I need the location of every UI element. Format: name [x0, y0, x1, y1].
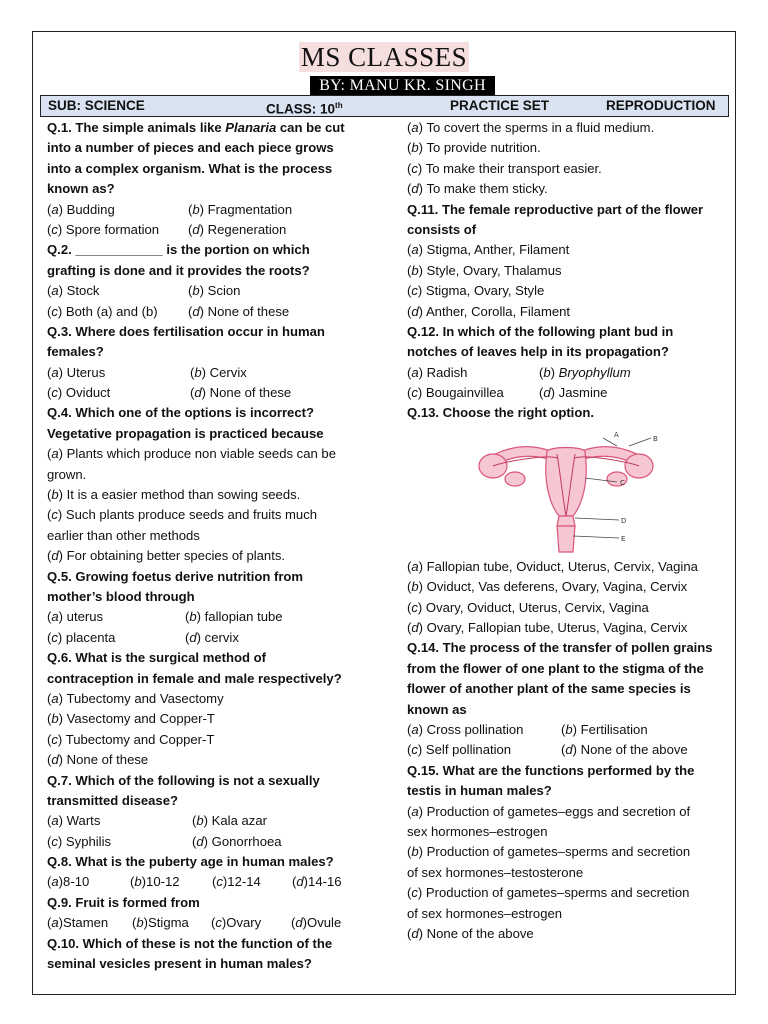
question-1-line: into a number of pieces and each piece grows	[47, 140, 334, 156]
label-b: B	[653, 434, 658, 443]
left-column	[47, 118, 362, 974]
question-9: Q.9. Fruit is formed from	[47, 894, 200, 910]
option-row: (a) Stamen (b) Stigma (c) Ovary (d) Ovule	[47, 915, 342, 931]
question-7: Q.7. Which of the following is not a sexually	[47, 772, 320, 788]
option-row: (a) Radish (b) Bryophyllum	[407, 364, 631, 380]
vagina-shape	[557, 526, 575, 552]
author-byline: BY: MANU KR. SINGH	[310, 76, 495, 96]
question-5-line: mother’s blood through	[47, 588, 195, 604]
option-a: (a) To covert the sperms in a fluid medium.	[407, 120, 655, 135]
option-b: (b) Oviduct, Vas deferens, Ovary, Vagina, Cervix	[407, 579, 688, 595]
question-1-line: known as?	[47, 181, 115, 197]
female-reproductive-system-figure	[407, 424, 725, 557]
option-b: (b) It is a easier method than sowing seeds.	[47, 487, 301, 503]
option-c: (c) Stigma, Ovary, Style	[407, 283, 545, 299]
option-c: (c) Production of gametes–sperms and secretion	[407, 885, 690, 901]
option-row: (c) Bougainvillea (d) Jasmine	[407, 385, 608, 401]
question-6-line: contraception in female and male respectively?	[47, 670, 342, 686]
option-d: (d) None of these	[47, 752, 149, 768]
left-ovary-shape	[505, 472, 525, 486]
set-label: PRACTICE SET	[450, 98, 550, 113]
option-c-cont: of sex hormones–estrogen	[407, 905, 563, 921]
question-3: Q.3. Where does fertilisation occur in human	[47, 323, 325, 339]
option-b: (b) Style, Ovary, Thalamus	[407, 262, 562, 278]
option-row: (a) uterus (b) fallopian tube	[47, 609, 283, 625]
option-row: (c) placenta (d) cervix	[47, 629, 239, 645]
option-row: (a) Uterus (b) Cervix	[47, 364, 247, 380]
subject-bar	[40, 95, 729, 117]
question-8: Q.8. What is the puberty age in human males?	[47, 854, 334, 870]
question-10-line: seminal vesicles present in human males?	[47, 956, 312, 972]
option-a-cont: grown.	[47, 466, 87, 482]
uterus-diagram	[407, 424, 725, 557]
question-2: Q.2. ____________ is the portion on which	[47, 242, 310, 258]
question-5: Q.5. Growing foetus derive nutrition from	[47, 568, 304, 584]
question-1-line: into a complex organism. What is the process	[47, 160, 333, 176]
option-d: (d) None of the above	[407, 925, 534, 941]
question-14-line: known as	[407, 701, 467, 717]
option-a: (a) Stigma, Anther, Filament	[407, 242, 570, 258]
question-3-line: females?	[47, 344, 104, 360]
option-b: (b) To provide nutrition.	[407, 140, 541, 156]
question-6: Q.6. What is the surgical method of	[47, 650, 266, 666]
option-a-cont: sex hormones–estrogen	[407, 823, 548, 839]
option-a: (a) Plants which produce non viable seeds can be	[47, 446, 336, 462]
right-column	[407, 118, 725, 944]
option-a: (a) Fallopian tube, Oviduct, Uterus, Cervix, Vagina	[407, 558, 698, 574]
option-row: (c) Self pollination (d) None of the above	[407, 742, 688, 758]
option-c: (c) Ovary, Oviduct, Uterus, Cervix, Vagina	[407, 599, 649, 615]
question-14-line: flower of another plant of the same species is	[407, 681, 691, 697]
question-11: Q.11. The female reproductive part of the flower	[407, 201, 704, 217]
option-d: (d) Anther, Corolla, Filament	[407, 303, 571, 319]
label-c: C	[620, 478, 625, 487]
option-c: (c) To make their transport easier.	[407, 160, 602, 176]
question-15: Q.15. What are the functions performed by the	[407, 762, 695, 778]
option-d: (d) To make them sticky.	[407, 181, 548, 197]
question-2-line: grafting is done and it provides the roots?	[47, 262, 310, 278]
question-11-line: consists of	[407, 221, 477, 237]
option-a: (a) Production of gametes–eggs and secretion of	[407, 803, 691, 819]
question-15-line: testis in human males?	[407, 783, 552, 799]
option-b: (b) Vasectomy and Copper-T	[47, 711, 215, 727]
question-14-line: from the flower of one plant to the stigma of the	[407, 660, 704, 676]
option-row: (c) Oviduct (d) None of these	[47, 385, 292, 401]
option-row: (c) Both (a) and (b) (d) None of these	[47, 303, 290, 319]
option-b: (b) Production of gametes–sperms and secretion	[407, 844, 691, 860]
question-13: Q.13. Choose the right option.	[407, 405, 594, 421]
question-4: Q.4. Which one of the options is incorrect?	[47, 405, 314, 421]
question-7-line: transmitted disease?	[47, 792, 178, 808]
class-label: CLASS: 10th	[266, 101, 343, 117]
question-1: Q.1. The simple animals like Planaria can be cut	[47, 120, 345, 135]
option-row: (c) Spore formation (d) Regeneration	[47, 221, 287, 237]
cervix-shape	[557, 516, 575, 526]
label-a: A	[614, 430, 619, 439]
option-d: (d) Ovary, Fallopian tube, Uterus, Vagina, Cervix	[407, 620, 688, 636]
uterus-shape	[546, 447, 587, 516]
option-row: (a) 8-10 (b) 10-12 (c) 12-14 (d) 14-16	[47, 874, 342, 890]
subject-label: SUB: SCIENCE	[48, 98, 145, 113]
topic-label: REPRODUCTION	[606, 98, 716, 113]
option-a: (a) Tubectomy and Vasectomy	[47, 690, 224, 706]
option-c: (c) Tubectomy and Copper-T	[47, 731, 215, 747]
option-row: (a) Stock (b) Scion	[47, 283, 241, 299]
question-4-line: Vegetative propagation is practiced because	[47, 425, 324, 441]
question-12: Q.12. In which of the following plant bud in	[407, 323, 674, 339]
option-b-cont: of sex hormones–testosterone	[407, 864, 584, 880]
option-row: (c) Syphilis (d) Gonorrhoea	[47, 833, 282, 849]
label-d: D	[621, 516, 627, 525]
option-c-cont: earlier than other methods	[47, 527, 200, 543]
label-e: E	[621, 534, 626, 543]
option-row: (a) Cross pollination (b) Fertilisation	[407, 721, 648, 737]
option-row: (a) Budding (b) Fragmentation	[47, 201, 293, 217]
question-12-line: notches of leaves help in its propagation?	[407, 344, 669, 360]
option-row: (a) Warts (b) Kala azar	[47, 813, 267, 829]
page-title: MS CLASSES	[300, 42, 468, 72]
option-d: (d) For obtaining better species of plants.	[47, 548, 286, 564]
question-14: Q.14. The process of the transfer of pollen grains	[407, 640, 713, 656]
question-10: Q.10. Which of these is not the function of the	[47, 935, 333, 951]
option-c: (c) Such plants produce seeds and fruits much	[47, 507, 318, 523]
